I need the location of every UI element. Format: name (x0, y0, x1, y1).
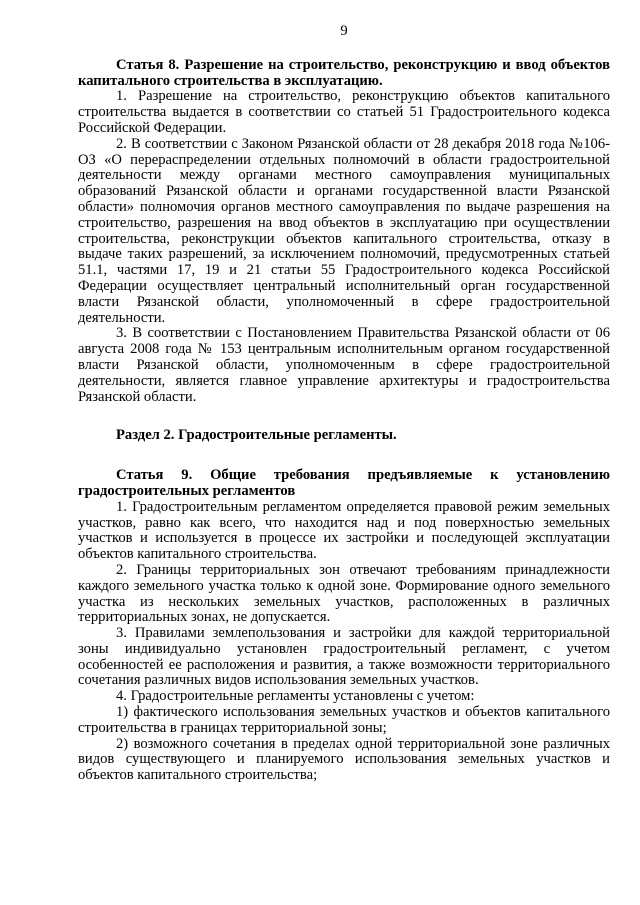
article-8-heading: Статья 8. Разрешение на строительство, реконструкцию и ввод объектов капитального строительства в эксплуатацию. (78, 56, 610, 89)
article-9-paragraph-4: 4. Градостроительные регламенты установлены с учетом: (116, 688, 475, 705)
page-number: 9 (340, 23, 348, 39)
article-9-item-1: 1) фактического использования земельных участков и объектов капитального строительства в границах территориальной зоны; (78, 704, 610, 736)
article-9-paragraph-1: 1. Градостроительным регламентом определяется правовой режим земельных участков, равно как всего, что находится над и под поверхностью земельных участков и используется в процессе их застройки и последующей эксплуатации объектов капитального строительства. (78, 498, 610, 563)
article-9-item-2: 2) возможного сочетания в пределах одной территориальной зоне различных видов существующего и планируемого использования земельных участков и объектов капитального строительства; (78, 735, 610, 784)
article-9-heading: Статья 9. Общие требования предъявляемые к установлению градостроительных регламентов (78, 467, 610, 499)
article-9-paragraph-2: 2. Границы территориальных зон отвечают требованиям принадлежности каждого земельного участка только к одной зоне. Формирование одного земельного участка из нескольких земельных участков, расположенных в различных территориальных зонах, не допускается. (78, 561, 610, 626)
article-8-paragraph-1: 1. Разрешение на строительство, реконструкцию объектов капитального строительства выдается в соответствии со статьей 51 Градостроительного кодекса Российской Федерации. (78, 88, 610, 136)
article-9-paragraph-3: 3. Правилами землепользования и застройки для каждой территориальной зоны индивидуально установлен градостроительный регламент, с учетом особенностей ее расположения и развития, а также возможности территориального сочетания различных видов использования земельных участков. (78, 625, 610, 689)
document-page (78, 24, 610, 784)
article-8-paragraph-3: 3. В соответствии с Постановлением Правительства Рязанской области от 06 августа 2008 года № 153 центральным исполнительным органом государственной власти Рязанской области, уполномоченным в сфере градостроительной деятельности, является главное управление архитектуры и градостроительства Рязанской области. (78, 325, 610, 405)
section-2-heading: Раздел 2. Градостроительные регламенты. (116, 427, 397, 444)
article-8-paragraph-2: 2. В соответствии с Законом Рязанской области от 28 декабря 2018 года №106-ОЗ «О перераспределении отдельных полномочий в области градостроительной деятельности между органами местного самоуправления муниципальных образований Рязанской области и органами государственной власти Рязанской области» полномочия органов местного самоуправления по выдаче разрешения на строительство, разрешения на ввод объектов в эксплуатацию при осуществлении строительства, реконструкции объектов капитального строительства, отказу в выдаче таких разрешений, за исключением полномочий, предусмотренных статьей 51.1, частями 17, 19 и 21 статьи 55 Градостроительного кодекса Российской Федерации осуществляет центральный исполнительный орган государственной власти Рязанской области, уполномоченный в сфере градостроительной деятельности. (78, 135, 610, 326)
